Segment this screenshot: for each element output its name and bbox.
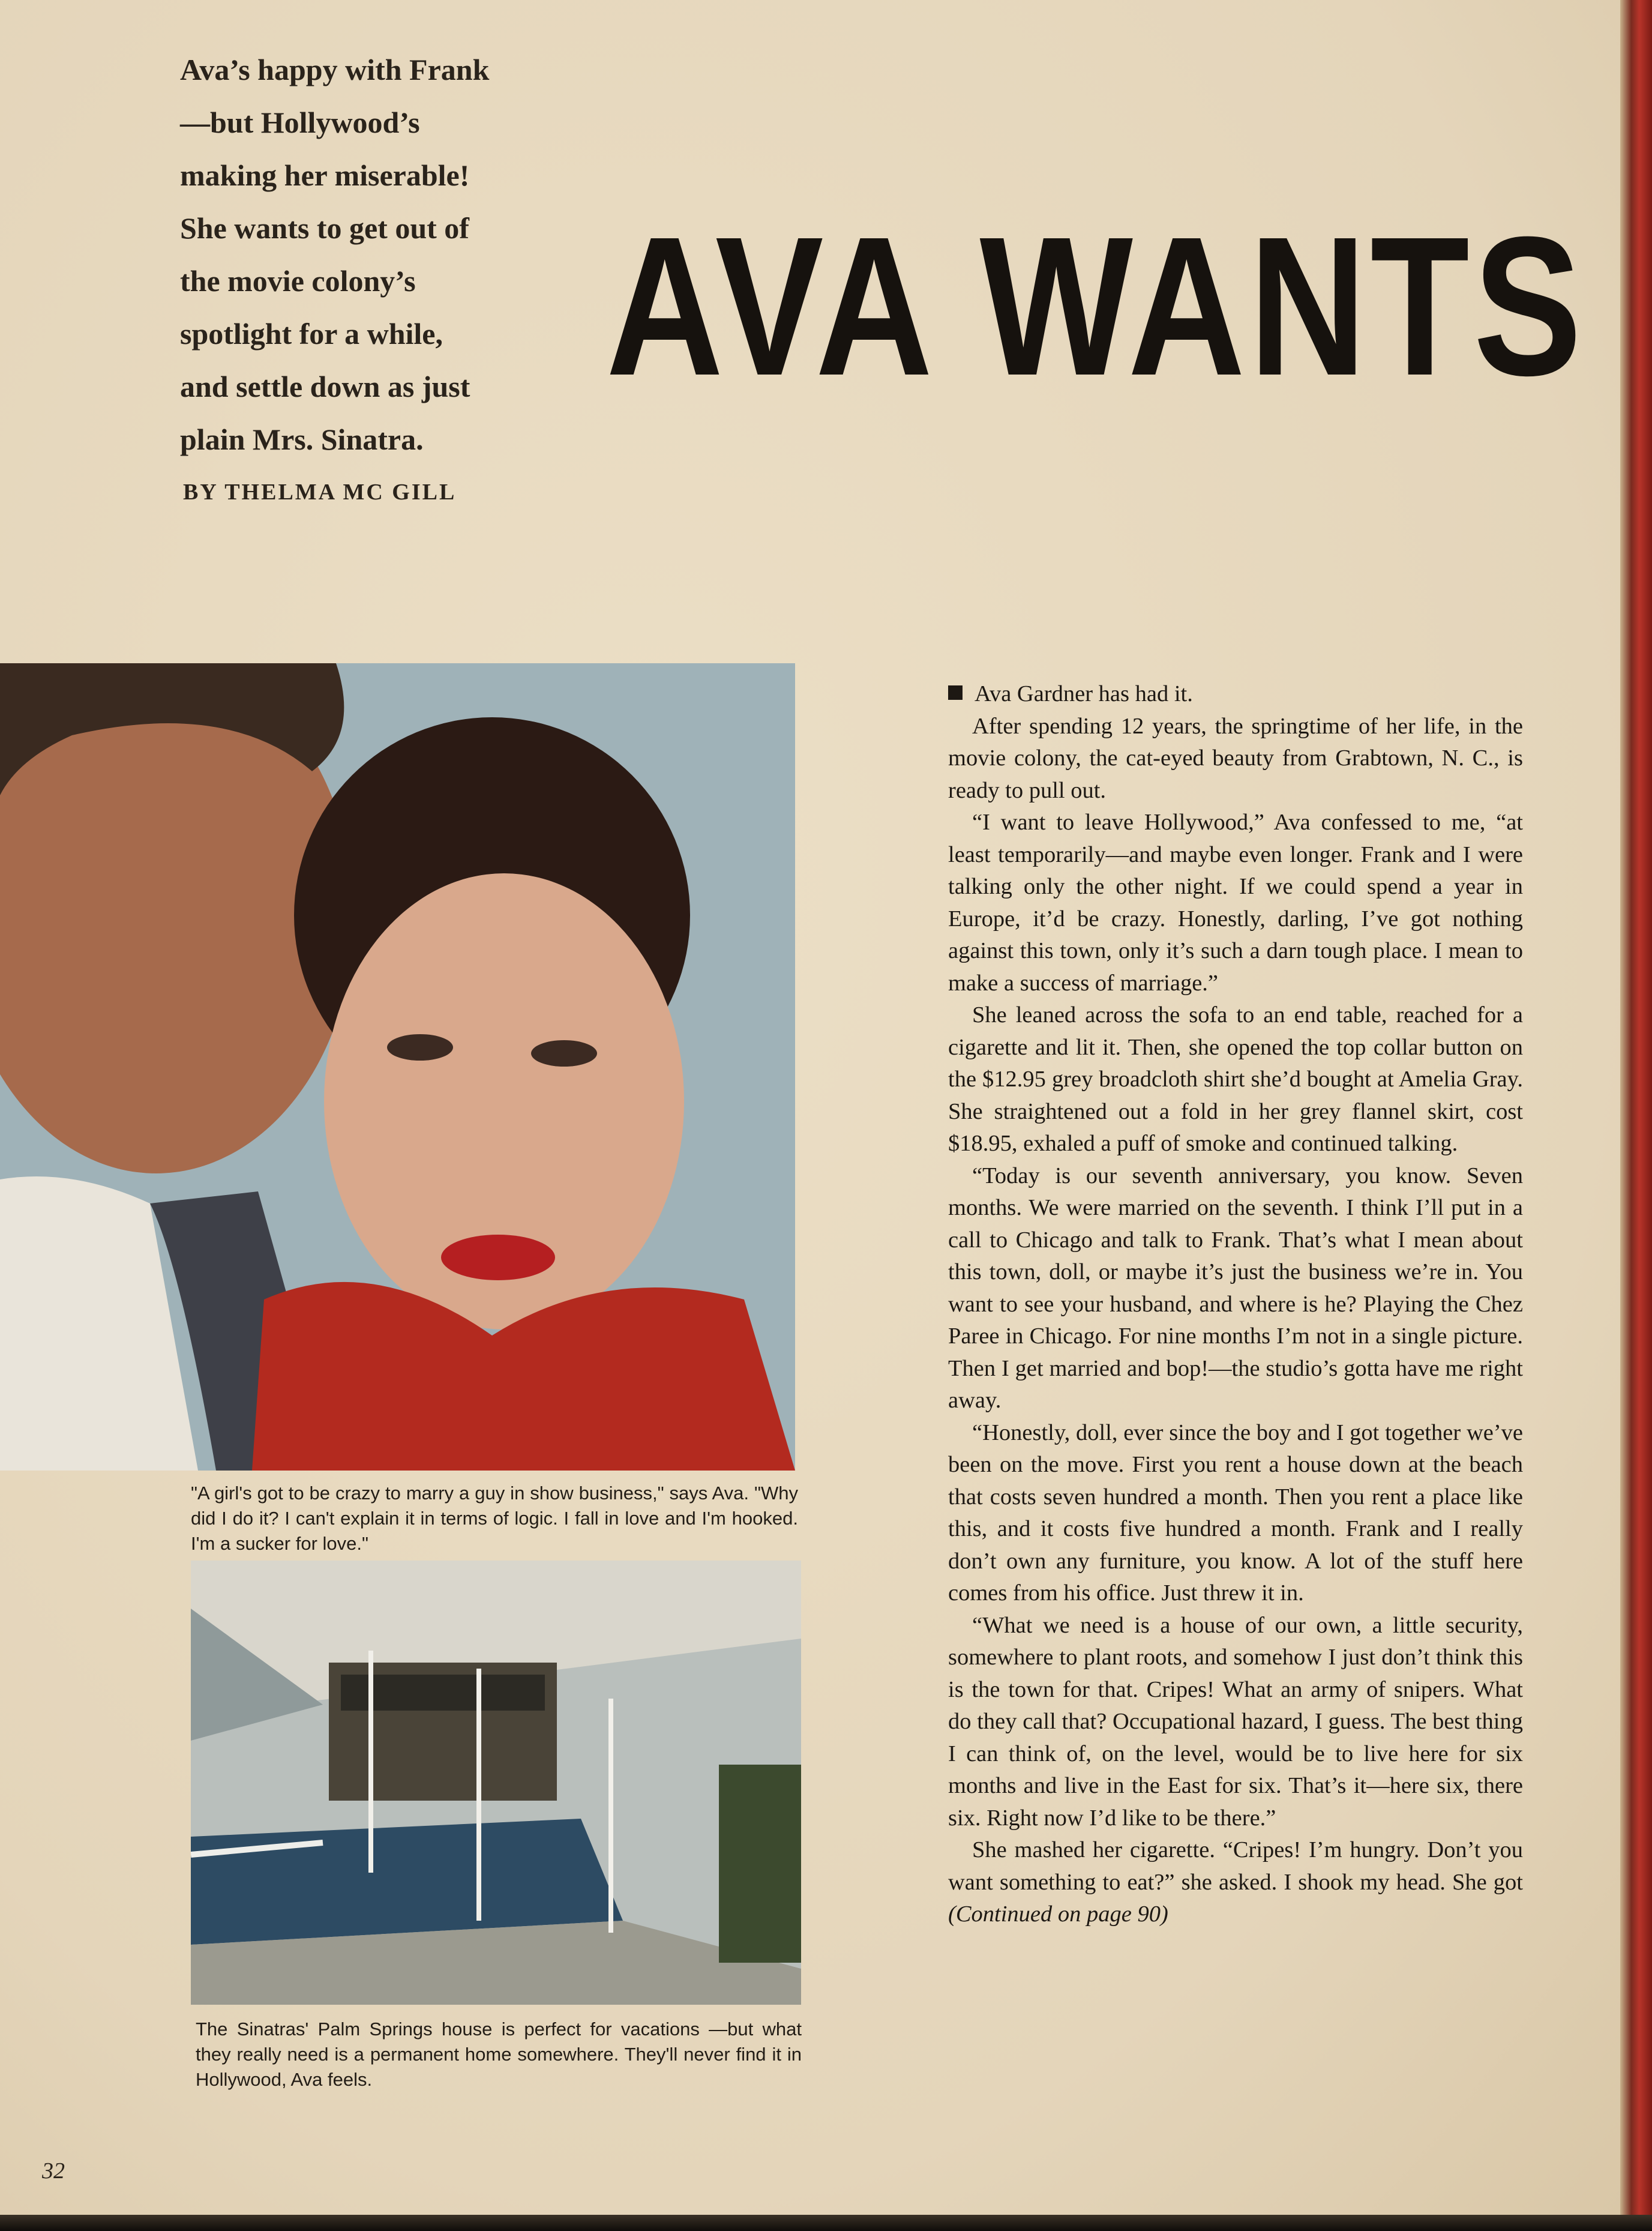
portrait-illustration (0, 663, 795, 1471)
lead-text: Ava Gardner has had it. (975, 681, 1193, 706)
portrait-caption: "A girl's got to be crazy to marry a guy in show business," says Ava. "Why did I do it? I can't explain it in terms of logic. I fall in love and I'm hooked. I'm a sucker for love." (191, 1483, 798, 1554)
deck-line: Ava’s happy with Frank (180, 53, 490, 86)
deck-line: She wants to get out of (180, 211, 469, 245)
article-paragraph: She leaned across the sofa to an end table, reached for a cigarette and lit it. Then, she opened the top collar button on the $12.95 grey broadcloth shirt she’d bought at Amelia Gray. She straightened out a fold in her grey flannel skirt, cost $18.95, exhaled a puff of smoke and continued talking. (948, 1002, 1523, 1156)
pool-house-caption: The Sinatras' Palm Springs house is perfect for vacations —but what they really need is a permanent home somewhere. They'll never find it in Hollywood, Ava feels. (196, 2019, 802, 2090)
page-bottom-shadow (0, 2215, 1652, 2231)
pool-house-illustration (191, 1561, 801, 2005)
deck-line: and settle down as just (180, 370, 470, 403)
continued-note: (Continued on page 90) (948, 1901, 1168, 1927)
deck-line: —but Hollywood’s (180, 106, 420, 139)
deck-line: the movie colony’s (180, 264, 416, 298)
article-body (948, 678, 1523, 1931)
deck-line: plain Mrs. Sinatra. (180, 423, 424, 456)
portrait-photo (0, 663, 795, 1471)
article-lead (948, 678, 1523, 711)
article-paragraph: “I want to leave Hollywood,” Ava confessed to me, “at least temporarily—and maybe even longer. Frank and I were talking only the other night. If we could spend a year in Europe, it’d be crazy. Honestly, darling, I’ve got nothing against this town, only it’s such a darn tough place. I mean to make a success of marriage.” (948, 810, 1523, 996)
last-paragraph-text: She mashed her cigarette. “Cripes! I’m hungry. Don’t you want something to eat?” she asked. I shook my head. She got (948, 1837, 1523, 1895)
article-paragraph: “What we need is a house of our own, a little security, somewhere to plant roots, and somehow I just don’t think this is the town for that. Cripes! What an army of snipers. What do they call that? Occupational hazard, I guess. The best thing I can think of, on the level, would be to live here for six months and live in the East for six. That’s it—here six, there six. Right now I’d like to be there.” (948, 1612, 1523, 1831)
byline: BY THELMA MC GILL (183, 480, 457, 505)
article-paragraph (948, 1834, 1523, 1931)
headline: AVA WANTS (606, 195, 1586, 417)
article-paragraph: After spending 12 years, the springtime of her life, in the movie colony, the cat-eyed beauty from Grabtown, N. C., is ready to pull out. (948, 713, 1523, 803)
binding-edge (1620, 0, 1652, 2231)
deck-line: making her miserable! (180, 158, 470, 192)
article-paragraph: “Honestly, doll, ever since the boy and I got together we’ve been on the move. First you rent a house down at the beach that costs seven hundred a month. Then you rent a place like this, and it costs five hundred a month. Frank and I really don’t own any furniture, you know. A lot of the stuff here comes from his office. Just threw it in. (948, 1420, 1523, 1606)
article-paragraph: “Today is our seventh anniversary, you know. Seven months. We were married on the seventh. I think I’ll put in a call to Chicago and talk to Frank. That’s what I mean about this town, doll, or maybe it’s just the business we’re in. You want to see your husband, and where is he? Playing the Chez Paree in Chicago. For nine months I’m not in a single picture. Then I get married and bop!—the studio’s gotta have me right away. (948, 1163, 1523, 1413)
page-number: 32 (42, 2158, 65, 2184)
article-deck (180, 43, 564, 466)
bullet-icon (948, 685, 963, 700)
pool-house-photo (191, 1561, 801, 2005)
deck-line: spotlight for a while, (180, 317, 443, 351)
